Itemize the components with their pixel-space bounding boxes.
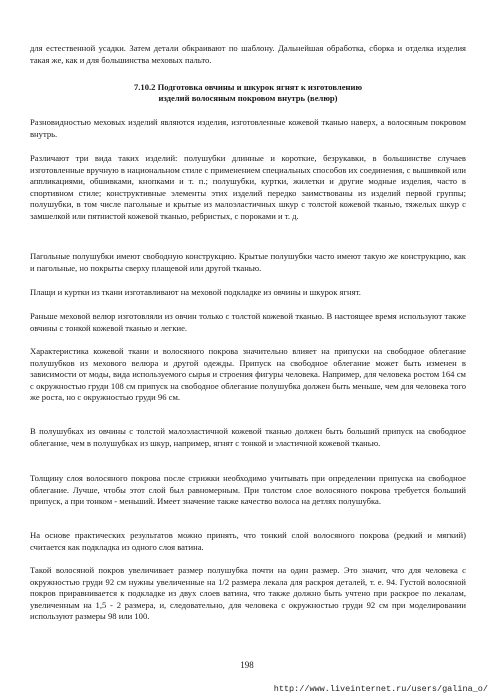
section-title bbox=[30, 82, 466, 104]
section-title-line-2: изделий волосяным покровом внутрь (велюр) bbox=[158, 93, 338, 103]
paragraph-4: Плащи и куртки из ткани изготавливают на меховой подкладке из овчины и шкурок ягнят. bbox=[30, 287, 361, 297]
paragraph-10: Такой волосяной покров увеличивает размер полушубка почти на один размер. Это значит, что для человека с окружностью груди 92 см нужны увеличенные на 1/2 размера лекала для раскроя деталей, т. е. 94. Густой волосяной покров приравнивается к подкладке из двух слоев ватина, что также должно быть учтено при раскрое по лекалам, увеличенным на 1,5 - 2 размера, и, следовательно, для человека с окружностью груди 92 см при моделировании используют размеры 98 или 100. bbox=[30, 565, 466, 622]
section-title-line-1: 7.10.2 Подготовка овчины и шкурок ягнят к изготовлению bbox=[133, 82, 363, 92]
paragraph-5: Раньше меховой велюр изготовляли из овчин только с толстой кожевой тканью. В настоящее время используют также овчины с тонкой кожевой тканью и легкие. bbox=[30, 311, 466, 333]
paragraph-8: Толщину слоя волосяного покрова после стрижки необходимо учитывать при определении припуска на свободное облегание. Лучше, чтобы этот слой был равномерным. При толстом слое волосяного покрова требуется больший припуск, а при тонком - меньший. Имеет значение также качество волоса на детлях полушубка. bbox=[30, 473, 466, 507]
paragraph-6: Характеристика кожевой ткани и волосяного покрова значительно влияет на припуски на свободное облегание полушубков из мехового велюра и другой одежды. Припуск на свободное облегание может быть изменен в зависимости от моды, вида используемого сырья и строения фигуры человека. Например, для человека ростом 164 см с окружностью груди 108 см припуск на свободное облегание полушубка должен быть меньше, чем для человека того же роста, но с окружностью груди 96 см. bbox=[30, 346, 466, 403]
paragraph-7: В полушубках из овчины с толстой малоэластичной кожевой тканью должен быть больший припуск на свободное облегание, чем в полушубках из шкур, например, ягнят с тонкой и эластичной кожевой тканью. bbox=[30, 426, 466, 448]
page-number: 198 bbox=[240, 660, 254, 670]
paragraph-3: Пагольные полушубки имеют свободную конструкцию. Крытые полушубки часто имеют такую же конструкцию, как и пагольные, но покрыты сверху плащевой или другой тканью. bbox=[30, 251, 466, 273]
intro-paragraph: для естественной усадки. Затем детали обкраивают по шаблону. Дальнейшая обработка, сборка и отделка изделия такая же, как и для большинства меховых пальто. bbox=[30, 43, 466, 65]
footer-url[interactable]: http://www.liveinternet.ru/users/galina_o/ bbox=[273, 684, 488, 694]
paragraph-9: На основе практических результатов можно принять, что тонкий слой волосяного покрова (редкий и мягкий) считается как подкладка из одного слоя ватина. bbox=[30, 530, 466, 552]
paragraph-2: Различают три вида таких изделий: полушубки длинные и короткие, безрукавки, в большинстве случаев изготовленные вручную в национальном стиле с применением специальных способов их соединения, с вышивкой или аппликациями, обшивками, кнопками и т. п.; полушубки, куртки, жилетки и другие модные изделия, часто в спортивном стиле; конструктивные элементы этих изделий передко заимствованы из изделий первой группы; полушубки, в том числе пагольные и крытые из малоэластичных шкур с толстой кожевой тканью, тяжелых шкур с замшелкой или пятнистой кожевой тканью, ребристых, с пороками и т. д. bbox=[30, 153, 466, 221]
paragraph-1: Разновидностью меховых изделий являются изделия, изготовленные кожевой тканью наверх, а волосяным покровом внутрь. bbox=[30, 117, 466, 139]
